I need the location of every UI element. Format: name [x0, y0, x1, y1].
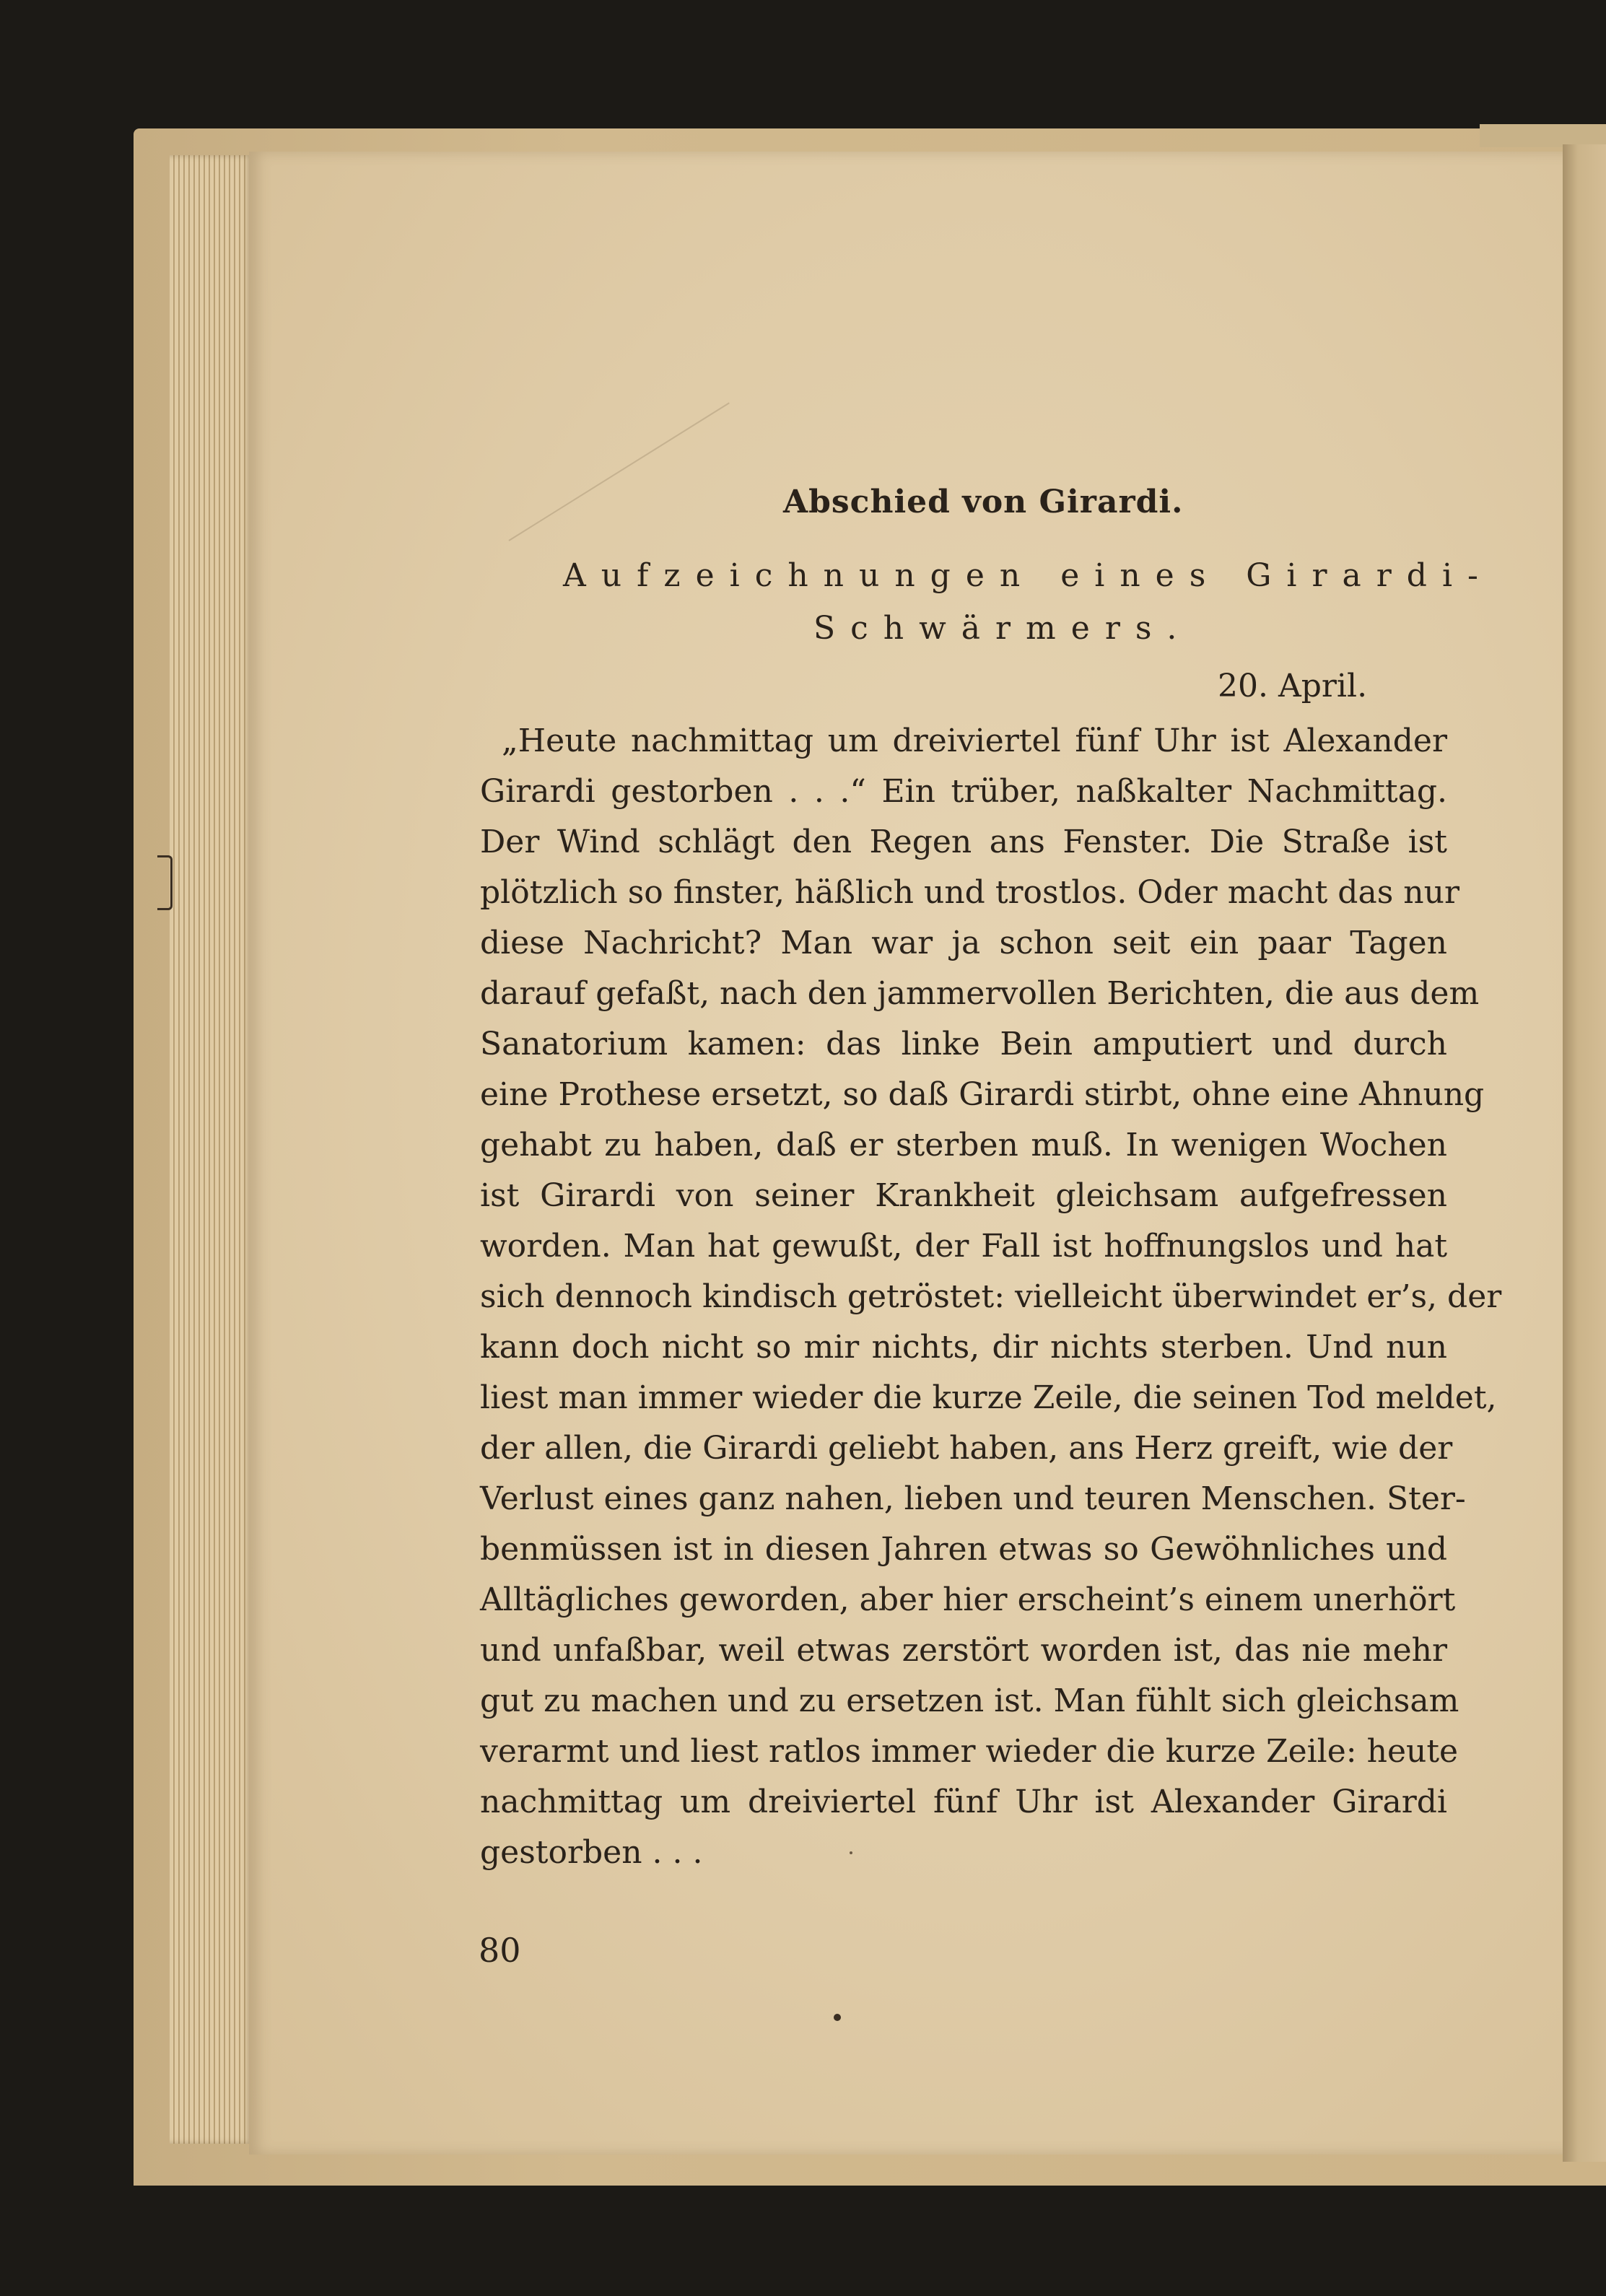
page-edges	[170, 155, 253, 2144]
text-line: plötzlich so finster, häßlich und trostlos. Oder macht das nur	[480, 874, 1459, 911]
text-line: eine Prothese ersetzt, so daß Girardi stirbt, ohne eine Ahnung	[480, 1076, 1485, 1113]
text-line: darauf gefaßt, nach den jammervollen Berichten, die aus dem	[480, 975, 1480, 1012]
text-line: Der Wind schlägt den Regen ans Fenster. Die Straße ist	[480, 824, 1447, 860]
chapter-subtitle-line-1: Aufzeichnungen eines Girardi-	[563, 557, 1493, 594]
page-number: 80	[479, 1931, 521, 1970]
body-text	[480, 716, 1502, 1878]
text-line: kann doch nicht so mir nichts, dir nichts sterben. Und nun	[480, 1329, 1447, 1366]
chapter-title: Abschied von Girardi.	[783, 484, 1184, 520]
text-line: benmüssen ist in diesen Jahren etwas so Gewöhnliches und	[480, 1531, 1447, 1568]
text-line: worden. Man hat gewußt, der Fall ist hoffnungslos und hat	[480, 1228, 1447, 1265]
ink-speck	[850, 1851, 852, 1854]
text-line: Verlust eines ganz nahen, lieben und teuren Menschen. Ster-	[480, 1480, 1466, 1517]
entry-date: 20. April.	[1218, 668, 1368, 704]
text-line: gut zu machen und zu ersetzen ist. Man fühlt sich gleichsam	[480, 1682, 1459, 1719]
text-line: Girardi gestorben . . .“ Ein trüber, naßkalter Nachmittag.	[480, 773, 1447, 810]
text-line: nachmittag um dreiviertel fünf Uhr ist Alexander Girardi	[480, 1784, 1447, 1820]
margin-mark	[157, 855, 173, 910]
text-line: gestorben . . .	[480, 1834, 703, 1871]
text-line: diese Nachricht? Man war ja schon seit ein paar Tagen	[480, 925, 1447, 961]
chapter-subtitle-line-2: Schwärmers.	[813, 610, 1192, 647]
text-line: ist Girardi von seiner Krankheit gleichsam aufgefressen	[480, 1177, 1447, 1214]
text-line: und unfaßbar, weil etwas zerstört worden ist, das nie mehr	[480, 1632, 1447, 1669]
ink-speck	[834, 2014, 841, 2021]
text-line: verarmt und liest ratlos immer wieder die kurze Zeile: heute	[480, 1733, 1459, 1770]
page-gutter	[1563, 144, 1606, 2162]
text-line: gehabt zu haben, daß er sterben muß. In wenigen Wochen	[480, 1127, 1447, 1164]
text-line: liest man immer wieder die kurze Zeile, die seinen Tod meldet,	[480, 1379, 1497, 1416]
text-line: Sanatorium kamen: das linke Bein amputiert und durch	[480, 1026, 1447, 1062]
text-line: sich dennoch kindisch getröstet: vielleicht überwindet er’s, der	[480, 1278, 1502, 1315]
text-line: Alltägliches geworden, aber hier erscheint’s einem unerhört	[480, 1581, 1456, 1618]
text-line: der allen, die Girardi geliebt haben, ans Herz greift, wie der	[480, 1430, 1453, 1467]
text-line: „Heute nachmittag um dreiviertel fünf Uhr ist Alexander	[502, 723, 1447, 759]
